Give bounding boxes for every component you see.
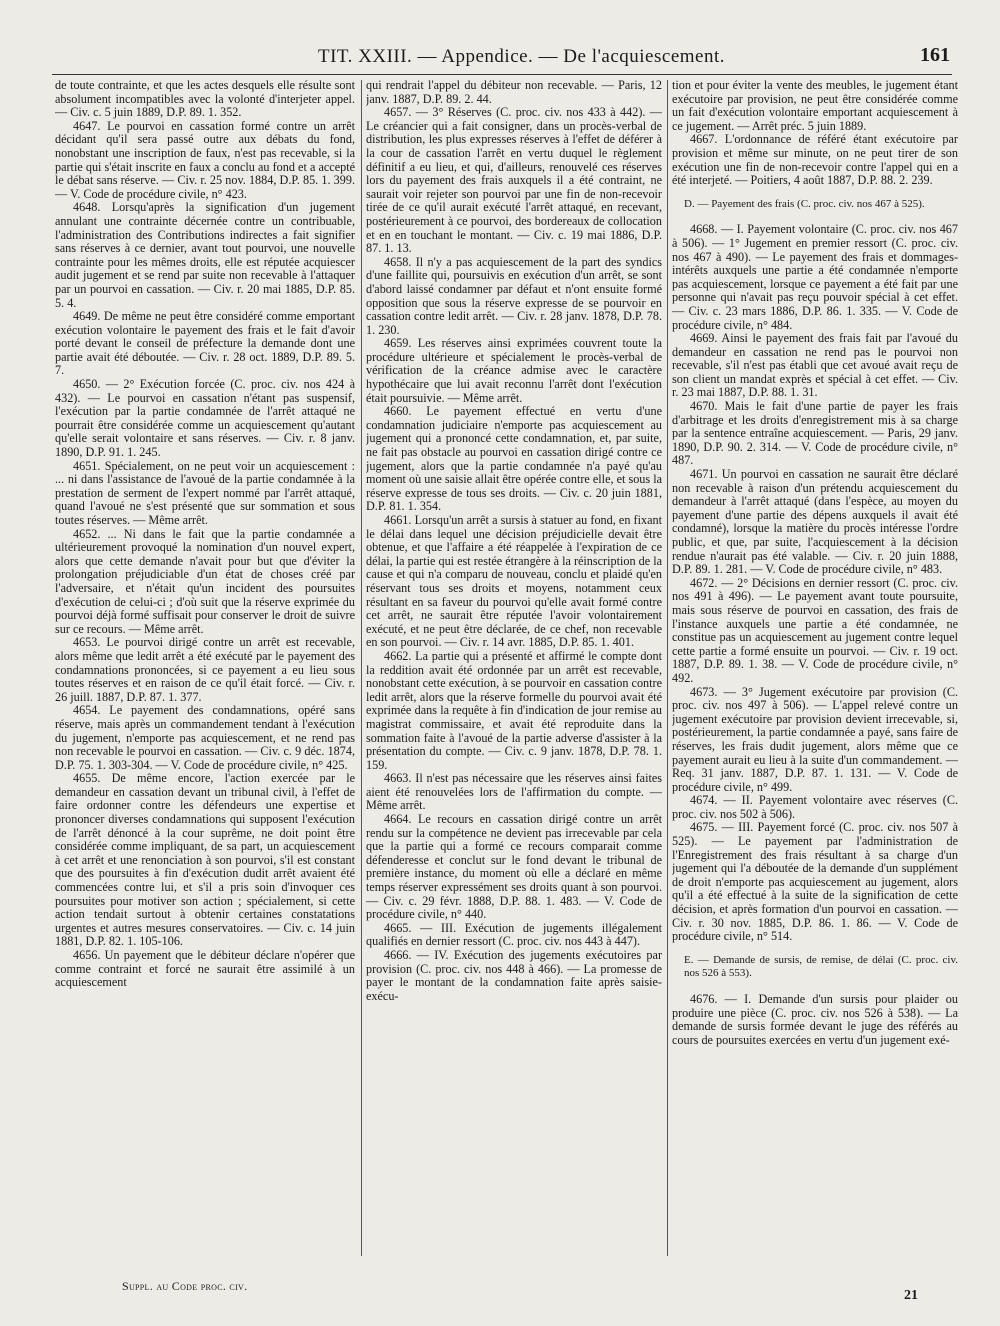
signature-mark: 21 <box>904 1288 918 1303</box>
text-column-left <box>55 79 355 1260</box>
paragraph: 4674. — II. Payement volontaire avec réserves (C. proc. civ. nos 502 à 506). <box>672 793 958 821</box>
paragraph: 4668. — I. Payement volontaire (C. proc. civ. nos 467 à 506). — 1° Jugement en premier ressort (C. proc. civ. nos 467 à 490). — Le payement des frais et dommages-intérêts auxquels une partie a été condamnée n'emporte pas acquiescement, lorsque ce payement a été fait par une personne qui n'avait pas reçu pouvoir spécial à cet effet. — Civ. c. 23 mars 1886, D.P. 86. 1. 335. — V. Code de procédure civile, n° 484. <box>672 222 958 332</box>
paragraph: 4669. Ainsi le payement des frais fait par l'avoué du demandeur en cassation ne rend pas le pourvoi non recevable, s'il n'est pas établi que cet avoué avait reçu de son client un mandat exprès et spécial à cet effet. — Civ. r. 23 mai 1887, D.P. 88. 1. 31. <box>672 331 958 400</box>
paragraph: 4647. Le pourvoi en cassation formé contre un arrêt décidant qu'il sera passé outre aux débats du fond, nonobstant une inscription de faux, n'est pas recevable, si la partie qui s'était inscrite en faux a conclu au fond et a accepté le débat sans réserve. — Civ. r. 25 nov. 1884, D.P. 85. 1. 399. — V. Code de procédure civile, n° 423. <box>55 118 355 201</box>
paragraph: 4667. L'ordonnance de référé étant exécutoire par provision et même sur minute, on ne peut tirer de son exécution une fin de non-recevoir contre l'appel qui en a été interjeté. — Poitiers, 4 août 1887, D.P. 88. 2. 239. <box>672 132 958 188</box>
paragraph: 4654. Le payement des condamnations, opéré sans réserve, mais après un commandement tendant à l'exécution du jugement, n'emporte pas acquiescement, et ne rend pas non recevable le pourvoi en cassation. — Civ. c. 9 déc. 1874, D.P. 75. 1. 303-304. — V. Code de procédure civile, n° 425. <box>55 703 355 772</box>
paragraph: 4658. Il n'y a pas acquiescement de la part des syndics d'une faillite qui, poursuivis en exécution d'un arrêt, se sont d'abord laissé condamner par défaut et n'ont ensuite formé opposition que sous la réserve expresse de se pourvoir en cassation contre ledit arrêt. — Civ. r. 28 janv. 1878, D.P. 78. 1. 230. <box>366 254 662 337</box>
paragraph: 4670. Mais le fait d'une partie de payer les frais d'arbitrage et les droits d'enregistrement mis à sa charge par la sentence entraîne acquiescement. — Paris, 29 janv. 1890, D.P. 90. 2. 314. — V. Code de procédure civile, n° 487. <box>672 399 958 468</box>
text-column-middle <box>366 79 662 1260</box>
section-heading: D. — Payement des frais (C. proc. civ. nos 467 à 525). <box>684 197 925 210</box>
paragraph: 4672. — 2° Décisions en dernier ressort (C. proc. civ. nos 491 à 496). — Le payement avant toute poursuite, mais sous réserve de pourvoi en cassation, des frais de l'instance auxquels une partie a été condamnée, ne constitue pas un acquiescement au jugement contre lequel cette partie a formé ensuite un pourvoi. — Civ. r. 19 oct. 1887, D.P. 89. 1. 38. — V. Code de procédure civile, n° 492. <box>672 575 958 685</box>
column-divider <box>361 80 362 1256</box>
paragraph: 4652. ... Ni dans le fait que la partie condamnée a ultérieurement provoqué la nomination d'un nouvel expert, alors que cette demande n'avait pour but que d'éviter la prolongation préjudiciable d'un état de choses créé par l'adversaire, et n'était qu'un incident des poursuites d'exécution de celui-ci ; d'où suit que la réserve exprimée du pourvoi déjà formé suffisait pour conserver le droit de suivre sur ce recours. — Même arrêt. <box>55 526 355 636</box>
paragraph: 4649. De même ne peut être considéré comme emportant exécution volontaire le payement des frais et le fait d'avoir porté devant le conseil de préfecture la demande dont une partie avait été déboutée. — Civ. r. 28 oct. 1889, D.P. 89. 5. 7. <box>55 309 355 378</box>
paragraph: 4651. Spécialement, on ne peut voir un acquiescement : ... ni dans l'assistance de l'avoué de la partie condamnée à la prestation de serment de l'expert nommé par l'arrêt attaqué, quand l'avoué ne s'est présenté que sur sommation et sous toutes réserves. — Même arrêt. <box>55 458 355 527</box>
footer-text: Suppl. au Code proc. civ. <box>122 1279 248 1293</box>
paragraph: 4666. — IV. Exécution des jugements exécutoires par provision (C. proc. civ. nos 448 à 466). — La promesse de payer le montant de la condamnation faite après saisie-exécu- <box>366 948 662 1003</box>
running-title: TIT. XXIII. — Appendice. — De l'acquiescement. <box>318 46 725 67</box>
paragraph: de toute contrainte, et que les actes desquels elle résulte sont absolument incompatibles avec la volonté d'interjeter appel. — Civ. c. 5 juin 1889, D.P. 89. 1. 352. <box>55 79 355 120</box>
paragraph: 4657. — 3° Réserves (C. proc. civ. nos 433 à 442). — Le créancier qui a fait consigner, dans un procès-verbal de distribution, les plus expresses réserves à l'effet de déférer à la cour de cassation l'arrêt en vertu duquel le règlement définitif a eu lieu, et qui, d'ailleurs, renouvelé ces réserves lors du payement des frais auxquels il a été contraint, ne saurait voir rejeter son pourvoi par une fin de non-recevoir tirée de ce qu'il aurait exécuté l'arrêt attaqué, en recevant, postérieurement à ce pourvoi, des bordereaux de collocation et en en touchant le montant. — Civ. c. 19 mai 1886, D.P. 87. 1. 13. <box>366 105 662 256</box>
page-header <box>0 44 1000 74</box>
paragraph: qui rendrait l'appel du débiteur non recevable. — Paris, 12 janv. 1887, D.P. 89. 2. 44. <box>366 79 662 106</box>
paragraph: 4656. Un payement que le débiteur déclare n'opérer que comme contraint et forcé ne saurait être assimilé à un acquiescement <box>55 948 355 990</box>
paragraph: 4662. La partie qui a présenté et affirmé le compte dont la reddition avait été ordonnée par un arrêt est recevable, nonobstant cette exécution, à se pourvoir en cassation contre ledit arrêt, alors que la réserve formelle du pourvoi avait été exprimée dans la requête à fin d'indication de jour remise au magistrat commissaire, et avait été reproduite dans la sommation faite à l'avoué de la partie adverse d'assister à la présentation du compte. — Civ. c. 9 janv. 1878, D.P. 78. 1. 159. <box>366 648 662 772</box>
section-heading: E. — Demande de sursis, de remise, de délai (C. proc. civ. nos 526 à 553). <box>684 953 958 980</box>
column-divider <box>667 80 668 1256</box>
paragraph: 4665. — III. Exécution de jugements illégalement qualifiés en dernier ressort (C. proc. civ. nos 443 à 447). <box>366 920 662 949</box>
paragraph: 4663. Il n'est pas nécessaire que les réserves ainsi faites aient été renouvelées lors de l'affirmation du compte. — Même arrêt. <box>366 771 662 813</box>
paragraph: 4673. — 3° Jugement exécutoire par provision (C. proc. civ. nos 497 à 506). — L'appel relevé contre un jugement exécutoire par provision devient irrecevable, si, postérieurement, la partie condamnée a payé, sans faire de réserves, les frais dudit jugement, alors même que ce payement aurait eu lieu à la suite d'un commandement. — Req. 31 janv. 1887, D.P. 87. 1. 131. — V. Code de procédure civile, n° 499. <box>672 684 958 794</box>
paragraph: 4648. Lorsqu'après la signification d'un jugement annulant une contrainte décernée contre un contribuable, l'administration des Contributions indirectes a fait signifier sans réserves à ce dernier, avant tout pourvoi, une nouvelle contrainte pour les mêmes droits, elle est réputée acquiescer audit jugement et se rend par suite non recevable à l'attaquer par un pourvoi en cassation. — Civ. r. 20 mai 1885, D.P. 85. 5. 4. <box>55 200 355 310</box>
paragraph: 4676. — I. Demande d'un sursis pour plaider ou produire une pièce (C. proc. civ. nos 526 à 538). — La demande de sursis formée devant le juge des référés au cours de poursuites exercées en vertu d'un jugement exé- <box>672 992 958 1047</box>
paragraph: 4675. — III. Payement forcé (C. proc. civ. nos 507 à 525). — Le payement par l'administration de l'Enregistrement des frais résultant à sa charge d'un jugement qui l'a déboutée de la demande d'un supplément de droit n'emporte pas acquiescement au jugement, alors qu'il a été effectué à la suite de la signification de cette décision, et après formation d'un pourvoi en cassation. — Civ. r. 30 nov. 1885, D.P. 86. 1. 86. — V. Code de procédure civile, n° 514. <box>672 820 958 944</box>
text-column-right <box>672 79 958 1260</box>
paragraph: 4653. Le pourvoi dirigé contre un arrêt est recevable, alors même que ledit arrêt a été exécuté par le payement des condamnations prononcées, si ce payement a eu lieu sous toutes réserves et en raison de ce qu'il était forcé. — Civ. r. 26 juill. 1887, D.P. 87. 1. 377. <box>55 635 355 704</box>
page-number: 161 <box>920 44 950 66</box>
paragraph: 4671. Un pourvoi en cassation ne saurait être déclaré non recevable à raison d'un prétendu acquiescement du demandeur à l'arrêt attaqué (dans l'espèce, au moyen du payement d'une partie des dépens auxquels il avait été condamné), lorsque la matière du procès intéresse l'ordre public, et que, par suite, l'acquiescement à la décision rendue n'aurait pas été valable. — Civ. r. 20 juin 1888, D.P. 89. 1. 281. — V. Code de procédure civile, n° 483. <box>672 467 958 577</box>
paragraph: 4655. De même encore, l'action exercée par le demandeur en cassation devant un tribunal civil, à l'effet de faire ordonner contre les défendeurs une expertise et prononcer diverses condamnations qui supposent l'exécution de l'arrêt dénoncé à la cour suprême, ne doit point être considérée comme impliquant, de sa part, un acquiescement à cet arrêt et une renonciation à son pourvoi, s'il est constant que des poursuites à fin d'exécution dudit arrêt avaient été commencées contre lui, et s'il a pris soin d'invoquer ces poursuites pour motiver son action ; spécialement, si cette action tendait surtout à obtenir certaines constatations urgentes et autres mesures conservatoires. — Civ. c. 14 juin 1881, D.P. 82. 1. 105-106. <box>55 771 355 949</box>
paragraph: 4664. Le recours en cassation dirigé contre un arrêt rendu sur la compétence ne devient pas irrecevable par cela que la partie qui a formé ce recours comparait comme défenderesse et conclut sur le fond devant le tribunal de première instance, du moment où elle a déclaré en même temps réserver expressément ses droits quant à son pourvoi. — Civ. c. 29 févr. 1888, D.P. 88. 1. 483. — V. Code de procédure civile, n° 440. <box>366 812 662 922</box>
paragraph: 4661. Lorsqu'un arrêt a sursis à statuer au fond, en fixant le délai dans lequel une décision préjudicielle devait être obtenue, et que l'affaire a été réappelée à l'expiration de ce délai, la partie qui est restée étrangère à la réinscription de la cause et qui n'a comparu de nouveau, conclu et plaidé qu'en réservant tous ses droits et moyens, notamment ceux résultant en sa faveur du pourvoi qu'elle avait formé contre cet arrêt, ne saurait être réputée l'avoir volontairement exécuté, et ne peut être déclarée, de ce chef, non recevable en son pourvoi. — Civ. r. 14 avr. 1885, D.P. 85. 1. 401. <box>366 513 662 650</box>
paragraph: 4650. — 2° Exécution forcée (C. proc. civ. nos 424 à 432). — Le pourvoi en cassation n'étant pas suspensif, l'exécution par la partie condamnée de l'arrêt attaqué ne pourrait être considérée comme un acquiescement qu'autant qu'elle serait volontaire et sans réserves. — Civ. r. 8 janv. 1890, D.P. 91. 1. 245. <box>55 377 355 460</box>
paragraph: 4659. Les réserves ainsi exprimées couvrent toute la procédure ultérieure et spécialement le procès-verbal de vérification de la créance admise avec le caractère hypothécaire que lui avait reconnu l'arrêt dont l'exécution était poursuivie. — Même arrêt. <box>366 336 662 405</box>
paragraph: 4660. Le payement effectué en vertu d'une condamnation judiciaire n'emporte pas acquiescement au jugement qui a prononcé cette condamnation, et, par suite, ne fait pas obstacle au pourvoi en cassation dirigé contre ce jugement, alors que la partie condamnée n'a payé qu'au moment où une saisie allait être opérée contre elle, et sous la réserve expresse de tous ses droits. — Civ. c. 20 juin 1881, D.P. 81. 1. 354. <box>366 404 662 514</box>
paragraph: tion et pour éviter la vente des meubles, le jugement étant exécutoire par provision, ne peut être considérée comme un fait d'exécution volontaire emportant acquiescement à ce jugement. — Arrêt préc. 5 juin 1889. <box>672 79 958 133</box>
header-rule <box>52 74 952 75</box>
